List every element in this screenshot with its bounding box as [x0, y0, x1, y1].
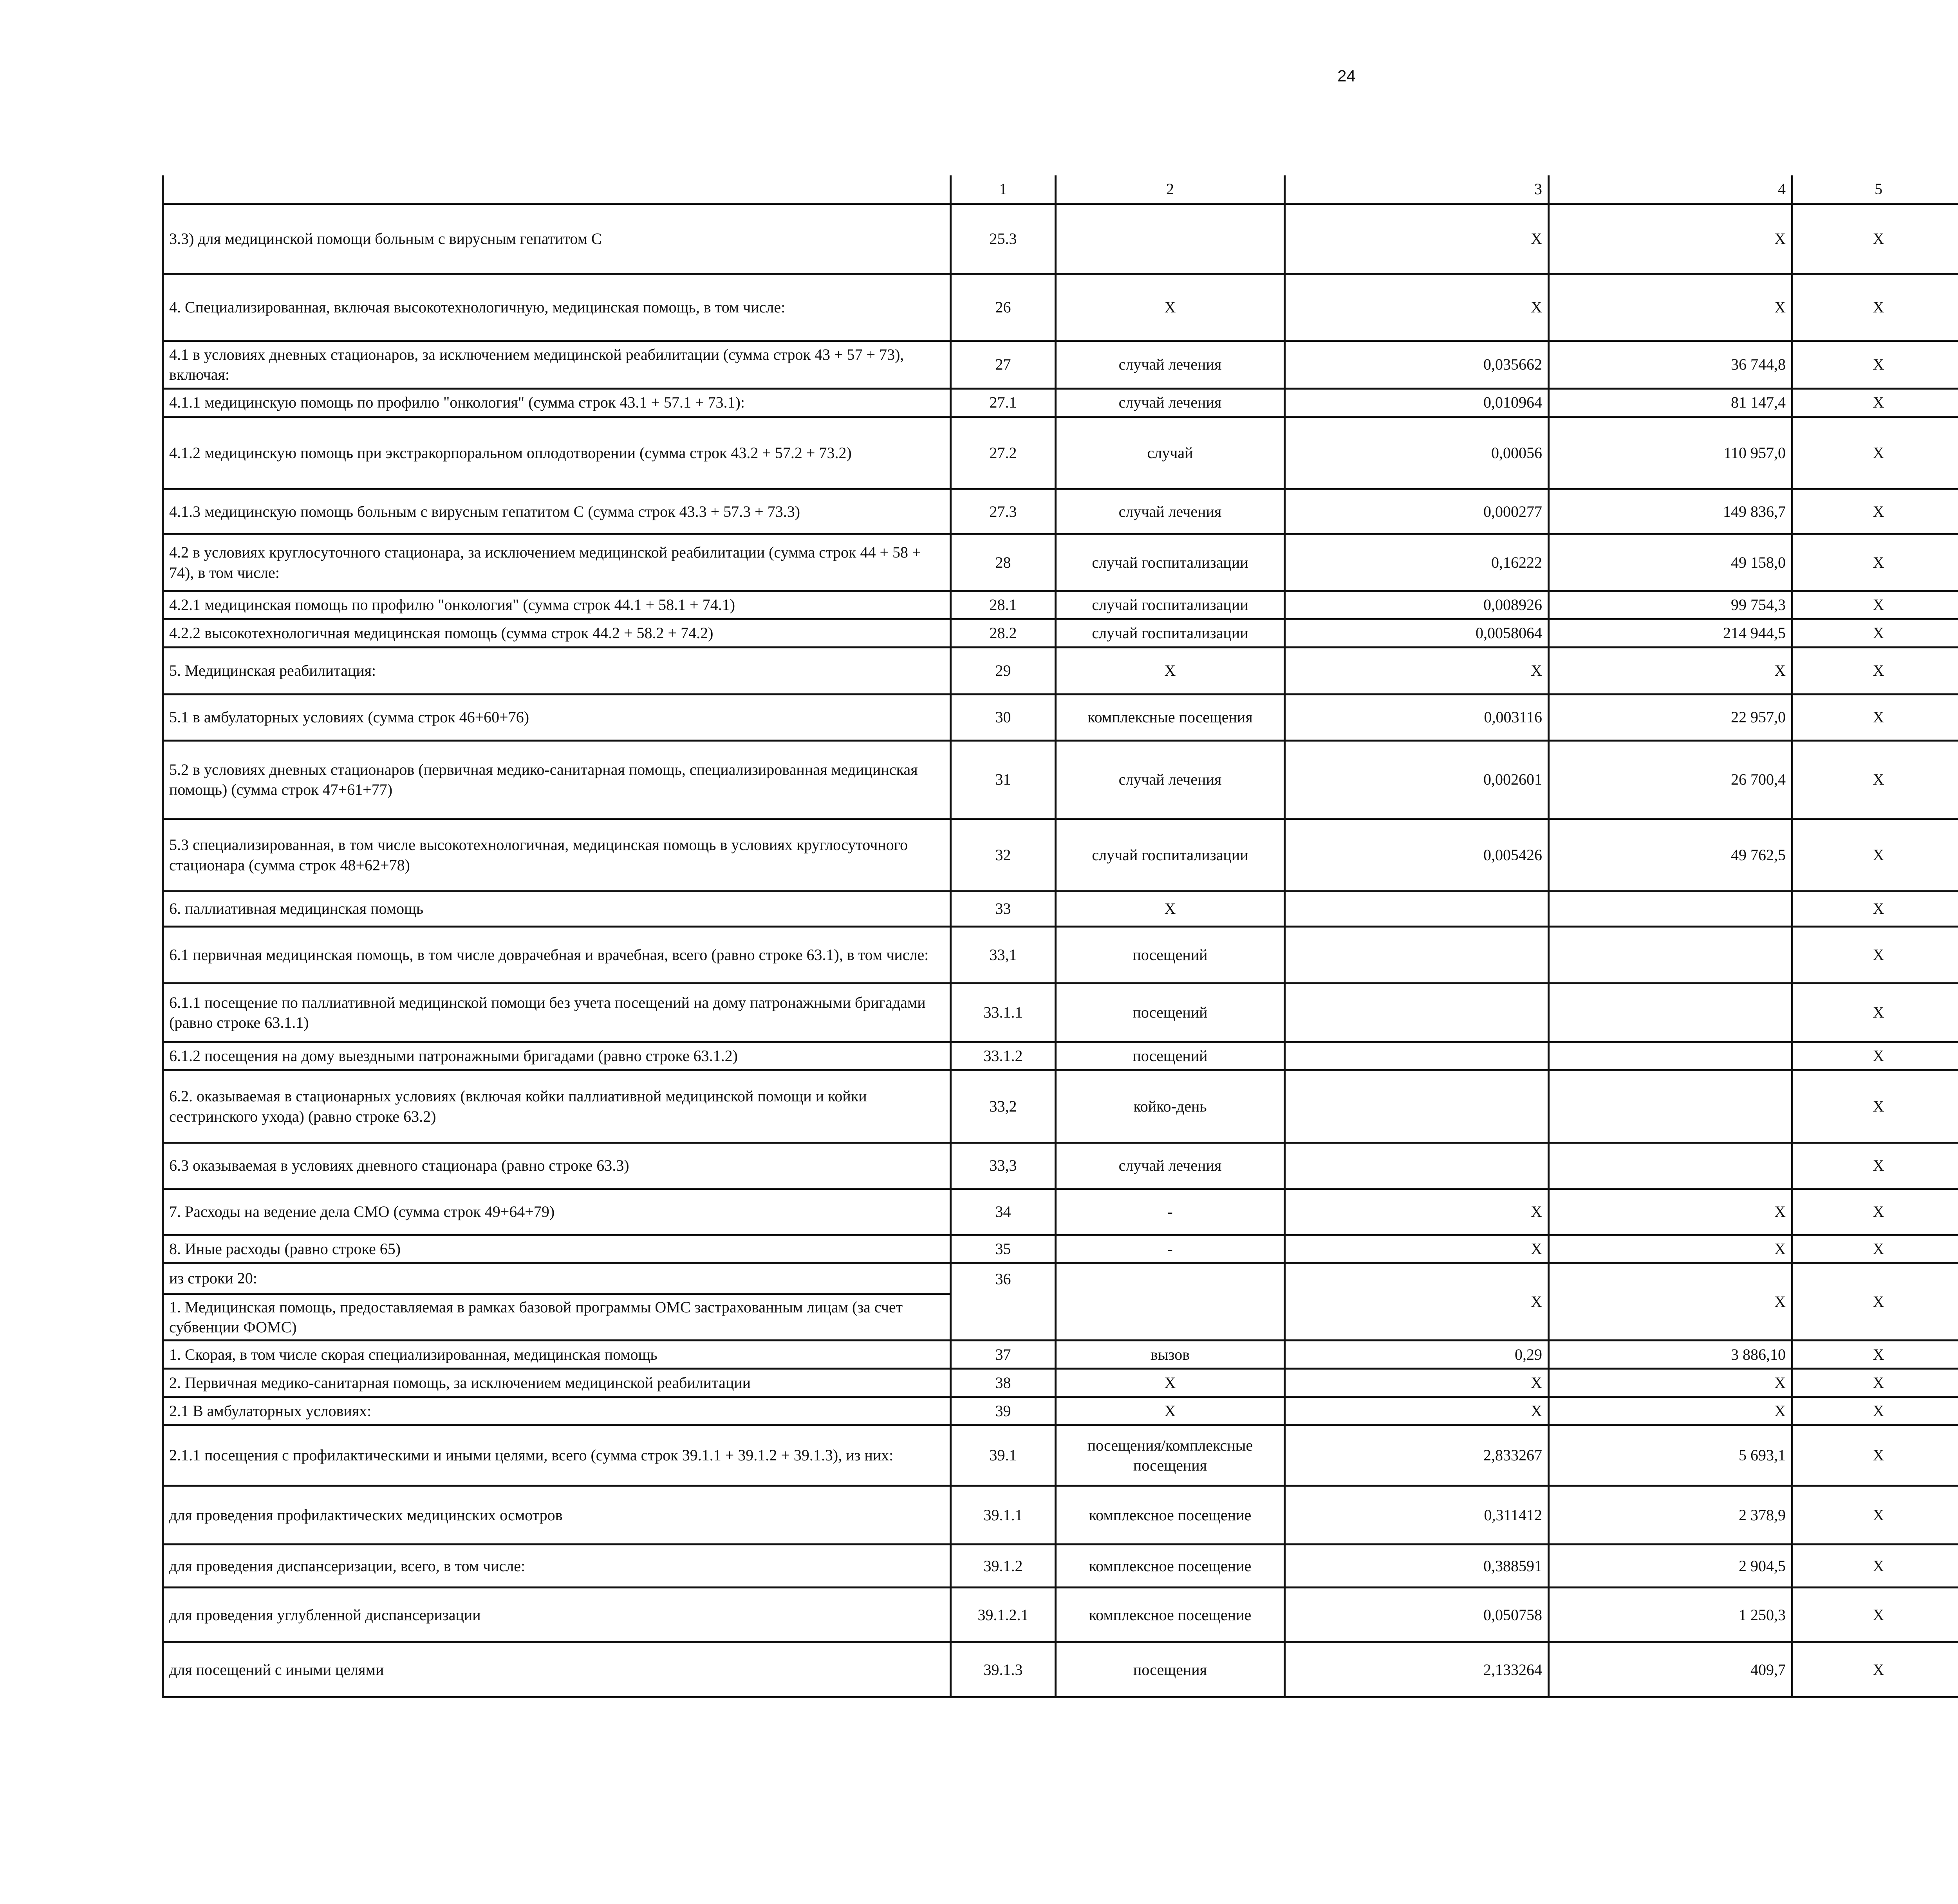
- table-cell: 2,833267: [1285, 1425, 1549, 1485]
- table-cell: X: [1792, 1340, 1958, 1368]
- table-row: [163, 1397, 1958, 1425]
- table-cell: X: [1549, 204, 1792, 274]
- table-cell: X: [1792, 1189, 1958, 1235]
- table-cell: 33,2: [951, 1070, 1056, 1142]
- table-cell: 7. Расходы на ведение дела СМО (сумма строк 49+64+79): [163, 1189, 951, 1235]
- table-cell: X: [1792, 740, 1958, 819]
- table-cell: 1 250,3: [1549, 1587, 1792, 1642]
- table-cell: 0,388591: [1285, 1544, 1549, 1587]
- table-cell: [1285, 891, 1549, 926]
- table-row: [163, 534, 1958, 591]
- table-cell: X: [1056, 274, 1285, 341]
- table-cell: 32: [951, 819, 1056, 891]
- table-cell: 29: [951, 647, 1056, 694]
- table-cell: [1056, 204, 1285, 274]
- table-cell: случай госпитализации: [1056, 591, 1285, 619]
- table-cell: 27.1: [951, 388, 1056, 417]
- table-cell: X: [1549, 647, 1792, 694]
- table-cell: 39.1.2: [951, 1544, 1056, 1587]
- table-cell: 5.2 в условиях дневных стационаров (первичная медико-санитарная помощь, специализированная медицинская помощь) (сумма строк 47+61+77): [163, 740, 951, 819]
- table-cell: случай госпитализации: [1056, 819, 1285, 891]
- table-cell: для посещений с иными целями: [163, 1642, 951, 1697]
- table-row: [163, 1642, 1958, 1697]
- table-cell: 27.3: [951, 489, 1056, 534]
- table-cell: X: [1792, 1397, 1958, 1425]
- table-cell: [951, 1294, 1056, 1340]
- table-cell: [1549, 1042, 1792, 1070]
- column-header: 3: [1285, 175, 1549, 204]
- table-row: [163, 891, 1958, 926]
- column-header: 1: [951, 175, 1056, 204]
- table-cell: 0,050758: [1285, 1587, 1549, 1642]
- table-cell: для проведения диспансеризации, всего, в том числе:: [163, 1544, 951, 1587]
- table-cell: X: [1792, 983, 1958, 1042]
- table-cell: X: [1285, 274, 1549, 341]
- table-cell: 1. Скорая, в том числе скорая специализированная, медицинская помощь: [163, 1340, 951, 1368]
- budget-table: [162, 175, 1958, 1698]
- table-row: [163, 204, 1958, 274]
- table-cell: койко-день: [1056, 1070, 1285, 1142]
- table-cell: 110 957,0: [1549, 417, 1792, 489]
- table-cell: комплексные посещения: [1056, 694, 1285, 740]
- table-cell: 2.1 В амбулаторных условиях:: [163, 1397, 951, 1425]
- table-row: [163, 1142, 1958, 1189]
- table-row: [163, 1263, 1958, 1294]
- table-cell: 39.1: [951, 1425, 1056, 1485]
- table-cell: 5 693,1: [1549, 1425, 1792, 1485]
- table-cell: [1549, 983, 1792, 1042]
- table-cell: [1549, 926, 1792, 983]
- table-cell: 31: [951, 740, 1056, 819]
- table-cell: 99 754,3: [1549, 591, 1792, 619]
- table-cell: 3.3) для медицинской помощи больным с вирусным гепатитом С: [163, 204, 951, 274]
- table-cell: X: [1792, 341, 1958, 388]
- table-cell: посещений: [1056, 926, 1285, 983]
- table-cell: [1285, 1042, 1549, 1070]
- table-cell: 0,16222: [1285, 534, 1549, 591]
- table-cell: X: [1792, 1042, 1958, 1070]
- table-row: [163, 1189, 1958, 1235]
- table-cell: 6.2. оказываемая в стационарных условиях (включая койки паллиативной медицинской помощи и койки сестринского ухода) (равно строке 63.2): [163, 1070, 951, 1142]
- table-cell: X: [1792, 204, 1958, 274]
- table-cell: X: [1056, 891, 1285, 926]
- table-cell: 36 744,8: [1549, 341, 1792, 388]
- table-cell: случай лечения: [1056, 1142, 1285, 1189]
- table-cell: [1285, 1142, 1549, 1189]
- table-cell: X: [1549, 1235, 1792, 1263]
- table-cell: из строки 20:: [163, 1263, 951, 1294]
- table-cell: X: [1792, 1263, 1958, 1340]
- table-cell: X: [1549, 1263, 1792, 1340]
- table-cell: посещения: [1056, 1642, 1285, 1697]
- table-cell: 149 836,7: [1549, 489, 1792, 534]
- table-row: [163, 341, 1958, 388]
- table-cell: 33: [951, 891, 1056, 926]
- table-cell: 5. Медицинская реабилитация:: [163, 647, 951, 694]
- table-cell: 6.3 оказываемая в условиях дневного стационара (равно строке 63.3): [163, 1142, 951, 1189]
- table-cell: [1285, 983, 1549, 1042]
- table-cell: случай лечения: [1056, 489, 1285, 534]
- table-cell: X: [1285, 1397, 1549, 1425]
- table-cell: -: [1056, 1189, 1285, 1235]
- table-row: [163, 417, 1958, 489]
- table-cell: 33,1: [951, 926, 1056, 983]
- table-cell: X: [1792, 1485, 1958, 1544]
- table-row: [163, 819, 1958, 891]
- table-cell: X: [1792, 647, 1958, 694]
- table-cell: 4.2 в условиях круглосуточного стационара, за исключением медицинской реабилитации (сумма строк 44 + 58 + 74), в том числе:: [163, 534, 951, 591]
- table-row: [163, 1587, 1958, 1642]
- table-cell: случай госпитализации: [1056, 534, 1285, 591]
- table-cell: 49 158,0: [1549, 534, 1792, 591]
- table-cell: 0,010964: [1285, 388, 1549, 417]
- table-cell: 33,3: [951, 1142, 1056, 1189]
- table-cell: X: [1792, 1425, 1958, 1485]
- table-cell: 25.3: [951, 204, 1056, 274]
- table-cell: 214 944,5: [1549, 619, 1792, 647]
- table-cell: 4.1.1 медицинскую помощь по профилю "онкология" (сумма строк 43.1 + 57.1 + 73.1):: [163, 388, 951, 417]
- table-cell: [1549, 891, 1792, 926]
- table-cell: X: [1285, 1189, 1549, 1235]
- page-number: 24: [1337, 67, 1356, 85]
- table-header-row: [163, 175, 1958, 204]
- table-cell: 2. Первичная медико-санитарная помощь, за исключением медицинской реабилитации: [163, 1368, 951, 1397]
- table-cell: 4.1 в условиях дневных стационаров, за исключением медицинской реабилитации (сумма строк 43 + 57 + 73), включая:: [163, 341, 951, 388]
- table-row: [163, 926, 1958, 983]
- table-cell: 33.1.1: [951, 983, 1056, 1042]
- table-row: [163, 1042, 1958, 1070]
- table-cell: 0,035662: [1285, 341, 1549, 388]
- table-row: [163, 1368, 1958, 1397]
- table-cell: 4.1.3 медицинскую помощь больным с вирусным гепатитом С (сумма строк 43.3 + 57.3 + 73.3): [163, 489, 951, 534]
- table-cell: 38: [951, 1368, 1056, 1397]
- column-header: 4: [1549, 175, 1792, 204]
- table-row: [163, 1544, 1958, 1587]
- table-cell: X: [1549, 1368, 1792, 1397]
- table-cell: 4.2.2 высокотехнологичная медицинская помощь (сумма строк 44.2 + 58.2 + 74.2): [163, 619, 951, 647]
- table-cell: для проведения углубленной диспансеризации: [163, 1587, 951, 1642]
- table-cell: 4.1.2 медицинскую помощь при экстракорпоральном оплодотворении (сумма строк 43.2 + 57.2 + 73.2): [163, 417, 951, 489]
- table-row: [163, 647, 1958, 694]
- table-cell: X: [1792, 388, 1958, 417]
- table-row: [163, 591, 1958, 619]
- table-cell: для проведения профилактических медицинских осмотров: [163, 1485, 951, 1544]
- table-row: [163, 1425, 1958, 1485]
- table-cell: 2,133264: [1285, 1642, 1549, 1697]
- table-cell: 0,000277: [1285, 489, 1549, 534]
- table-cell: X: [1792, 1642, 1958, 1697]
- table-cell: 0,00056: [1285, 417, 1549, 489]
- table-row: [163, 619, 1958, 647]
- table-cell: 409,7: [1549, 1642, 1792, 1697]
- table-cell: комплексное посещение: [1056, 1587, 1285, 1642]
- table-cell: 39.1.2.1: [951, 1587, 1056, 1642]
- table-cell: X: [1285, 1235, 1549, 1263]
- table-cell: 39.1.1: [951, 1485, 1056, 1544]
- table-row: [163, 388, 1958, 417]
- table-row: [163, 983, 1958, 1042]
- table-cell: [1549, 1070, 1792, 1142]
- table-cell: 8. Иные расходы (равно строке 65): [163, 1235, 951, 1263]
- table-cell: 6.1 первичная медицинская помощь, в том числе доврачебная и врачебная, всего (равно строке 63.1), в том числе:: [163, 926, 951, 983]
- table-cell: посещений: [1056, 1042, 1285, 1070]
- table-cell: X: [1792, 591, 1958, 619]
- table-cell: комплексное посещение: [1056, 1485, 1285, 1544]
- table-cell: X: [1549, 1189, 1792, 1235]
- table-cell: [1285, 1070, 1549, 1142]
- table-cell: 36: [951, 1263, 1056, 1294]
- table-cell: 0,0058064: [1285, 619, 1549, 647]
- table-cell: X: [1056, 1368, 1285, 1397]
- table-cell: 22 957,0: [1549, 694, 1792, 740]
- table-cell: 81 147,4: [1549, 388, 1792, 417]
- table-cell: 0,002601: [1285, 740, 1549, 819]
- table-row: [163, 489, 1958, 534]
- table-cell: X: [1792, 417, 1958, 489]
- table-cell: 39: [951, 1397, 1056, 1425]
- table-cell: 27: [951, 341, 1056, 388]
- column-header: 2: [1056, 175, 1285, 204]
- table-cell: 3 886,10: [1549, 1340, 1792, 1368]
- column-header: [163, 175, 951, 204]
- table-cell: 2 378,9: [1549, 1485, 1792, 1544]
- table-cell: случай: [1056, 417, 1285, 489]
- table-cell: X: [1549, 1397, 1792, 1425]
- table-cell: X: [1285, 1368, 1549, 1397]
- table-cell: 6.1.2 посещения на дому выездными патронажными бригадами (равно строке 63.1.2): [163, 1042, 951, 1070]
- table-cell: посещений: [1056, 983, 1285, 1042]
- table-cell: случай лечения: [1056, 341, 1285, 388]
- table-cell: 30: [951, 694, 1056, 740]
- table-row: [163, 694, 1958, 740]
- table-cell: X: [1792, 1235, 1958, 1263]
- table-cell: 4. Специализированная, включая высокотехнологичную, медицинская помощь, в том числе:: [163, 274, 951, 341]
- table-cell: X: [1792, 1368, 1958, 1397]
- table-cell: [1549, 1142, 1792, 1189]
- table-cell: X: [1792, 1070, 1958, 1142]
- table-cell: 34: [951, 1189, 1056, 1235]
- table-cell: 2.1.1 посещения с профилактическими и иными целями, всего (сумма строк 39.1.1 + 39.1.2 + 39.1.3), из них:: [163, 1425, 951, 1485]
- table-cell: 0,005426: [1285, 819, 1549, 891]
- table-cell: 28: [951, 534, 1056, 591]
- table-cell: вызов: [1056, 1340, 1285, 1368]
- table-cell: 28.2: [951, 619, 1056, 647]
- table-cell: X: [1056, 1397, 1285, 1425]
- table-cell: 33.1.2: [951, 1042, 1056, 1070]
- table-cell: 49 762,5: [1549, 819, 1792, 891]
- table-cell: X: [1792, 1587, 1958, 1642]
- table-cell: 39.1.3: [951, 1642, 1056, 1697]
- table-cell: 4.2.1 медицинская помощь по профилю "онкология" (сумма строк 44.1 + 58.1 + 74.1): [163, 591, 951, 619]
- table-cell: 35: [951, 1235, 1056, 1263]
- table-cell: X: [1285, 647, 1549, 694]
- table-cell: 27.2: [951, 417, 1056, 489]
- table-cell: -: [1056, 1235, 1285, 1263]
- table-cell: 0,29: [1285, 1340, 1549, 1368]
- table-row: [163, 274, 1958, 341]
- table-row: [163, 1070, 1958, 1142]
- table-cell: X: [1792, 489, 1958, 534]
- table-cell: X: [1792, 694, 1958, 740]
- table-cell: 0,003116: [1285, 694, 1549, 740]
- table-cell: X: [1792, 534, 1958, 591]
- table-cell: случай лечения: [1056, 388, 1285, 417]
- table-cell: [1056, 1263, 1285, 1340]
- table-cell: 5.3 специализированная, в том числе высокотехнологичная, медицинская помощь в условиях круглосуточного стационара (сумма строк 48+62+78): [163, 819, 951, 891]
- table-cell: X: [1549, 274, 1792, 341]
- table-cell: 6.1.1 посещение по паллиативной медицинской помощи без учета посещений на дому патронажными бригадами (равно строке 63.1.1): [163, 983, 951, 1042]
- table-cell: X: [1792, 619, 1958, 647]
- table-cell: 26: [951, 274, 1056, 341]
- table-cell: X: [1792, 274, 1958, 341]
- table-cell: X: [1792, 891, 1958, 926]
- table-cell: 1. Медицинская помощь, предоставляемая в рамках базовой программы ОМС застрахованным лицам (за счет субвенции ФОМС): [163, 1294, 951, 1340]
- table-cell: X: [1792, 926, 1958, 983]
- table-row: [163, 1485, 1958, 1544]
- table-cell: 6. паллиативная медицинская помощь: [163, 891, 951, 926]
- table-row: [163, 740, 1958, 819]
- column-header: 5: [1792, 175, 1958, 204]
- table-cell: случай госпитализации: [1056, 619, 1285, 647]
- table-row: [163, 1340, 1958, 1368]
- table-cell: случай лечения: [1056, 740, 1285, 819]
- table-cell: X: [1285, 1263, 1549, 1340]
- table-cell: 0,008926: [1285, 591, 1549, 619]
- table-cell: X: [1285, 204, 1549, 274]
- table-cell: 28.1: [951, 591, 1056, 619]
- table-cell: 5.1 в амбулаторных условиях (сумма строк 46+60+76): [163, 694, 951, 740]
- table-row: [163, 1235, 1958, 1263]
- table-cell: X: [1056, 647, 1285, 694]
- table-cell: посещения/комплексные посещения: [1056, 1425, 1285, 1485]
- table-cell: [1285, 926, 1549, 983]
- table-cell: 2 904,5: [1549, 1544, 1792, 1587]
- table-cell: X: [1792, 1544, 1958, 1587]
- table-cell: 0,311412: [1285, 1485, 1549, 1544]
- table-cell: X: [1792, 819, 1958, 891]
- table-cell: комплексное посещение: [1056, 1544, 1285, 1587]
- table-cell: 26 700,4: [1549, 740, 1792, 819]
- table-cell: 37: [951, 1340, 1056, 1368]
- table-cell: X: [1792, 1142, 1958, 1189]
